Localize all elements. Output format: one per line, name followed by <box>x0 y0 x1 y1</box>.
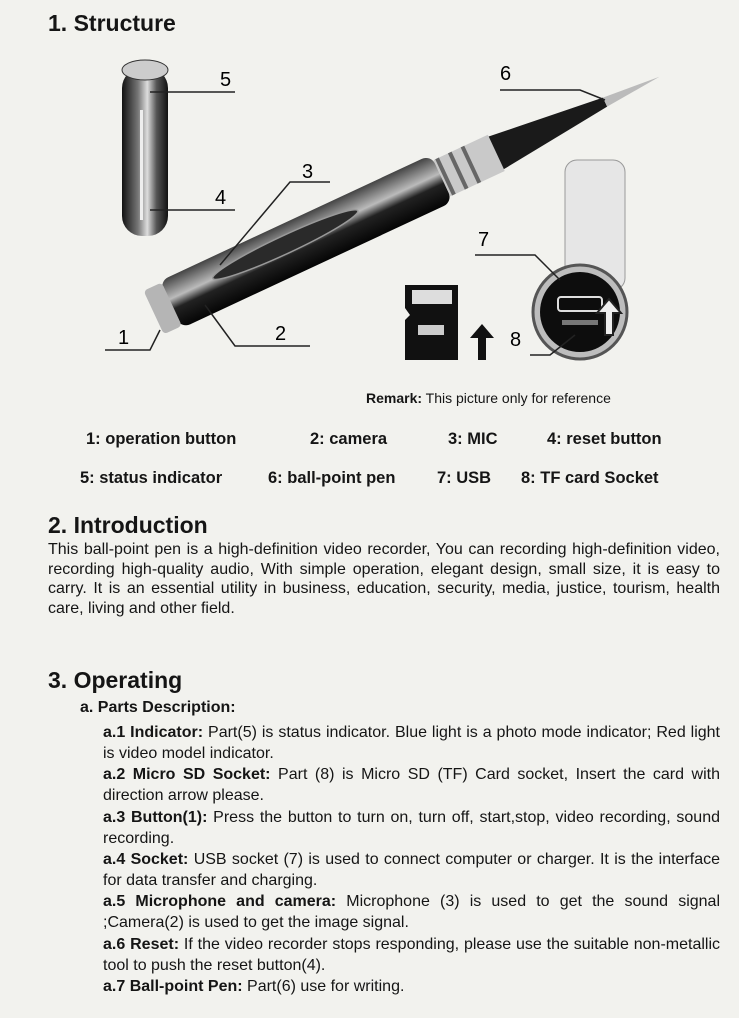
usb-end-image <box>533 160 627 359</box>
item-text: USB socket (7) is used to connect computer or charger. It is the interface for data transfer and charging. <box>103 851 721 889</box>
pen-diagram <box>60 50 700 380</box>
remark-note <box>366 390 611 406</box>
item-reset <box>103 934 720 976</box>
legend-item-1: 1: operation button <box>86 430 237 448</box>
callout-4: 4 <box>215 187 227 209</box>
operating-heading: 3. Operating <box>48 667 183 693</box>
item-text: Part(5) is status indicator. Blue light is a photo mode indicator; Red light is video model indicator. <box>103 724 721 762</box>
item-socket <box>103 849 720 891</box>
pen-structure-figure <box>60 50 700 380</box>
legend-item-7: 7: USB <box>437 469 492 487</box>
item-indicator <box>103 722 720 764</box>
item-label: a.1 Indicator: <box>103 724 204 741</box>
item-text: Part(6) use for writing. <box>242 978 405 995</box>
legend-row-2 <box>0 469 739 491</box>
callout-2: 2 <box>275 323 287 345</box>
item-label: a.7 Ball-point Pen: <box>103 978 243 995</box>
micro-sd-card-image <box>405 285 494 360</box>
callout-1: 1 <box>118 327 130 349</box>
item-label: a.3 Button(1): <box>103 809 208 826</box>
item-label: a.6 Reset: <box>103 936 180 953</box>
callout-7: 7 <box>478 229 490 251</box>
callout-5: 5 <box>220 69 232 91</box>
legend-item-8: 8: TF card Socket <box>521 469 659 487</box>
item-ball-point-pen <box>103 976 720 997</box>
legend-item-3: 3: MIC <box>448 430 498 448</box>
item-text: If the video recorder stops responding, please use the suitable non-metallic tool to push the reset button(4). <box>103 936 721 974</box>
remark-text: This picture only for reference <box>425 390 611 406</box>
introduction-text: This ball-point pen is a high-definition video recorder, You can recording high-definition video, recording high-quality audio, With simple operation, elegant design, small size, it is easy to carry. It is an essential utility in business, education, security, media, justice, tourism, health care, living and other field. <box>48 541 720 617</box>
legend-row-1 <box>0 430 739 452</box>
item-microphone-camera <box>103 891 720 933</box>
item-text: Press the button to turn on, turn off, start,stop, video recording, sound recording. <box>103 809 720 847</box>
item-label: a.5 Microphone and camera: <box>103 893 337 910</box>
legend-item-4: 4: reset button <box>547 430 662 448</box>
structure-heading: 1. Structure <box>48 10 176 36</box>
item-label: a.2 Micro SD Socket: <box>103 766 271 783</box>
item-label: a.4 Socket: <box>103 851 189 868</box>
item-text: Microphone (3) is used to get the sound signal ;Camera(2) is used to get the image signal. <box>103 893 721 931</box>
item-micro-sd-socket <box>103 764 720 806</box>
callout-6: 6 <box>500 63 512 85</box>
legend-item-6: 6: ball-point pen <box>268 469 396 487</box>
legend-item-5: 5: status indicator <box>80 469 223 487</box>
legend-item-2: 2: camera <box>310 430 388 448</box>
callout-8: 8 <box>510 329 522 351</box>
parts-description-heading: a. Parts Description: <box>80 699 236 716</box>
introduction-heading: 2. Introduction <box>48 512 208 538</box>
remark-label: Remark: <box>366 390 423 406</box>
item-text: Part (8) is Micro SD (TF) Card socket, Insert the card with direction arrow please. <box>103 766 720 804</box>
callout-3: 3 <box>302 161 314 183</box>
item-button <box>103 807 720 849</box>
